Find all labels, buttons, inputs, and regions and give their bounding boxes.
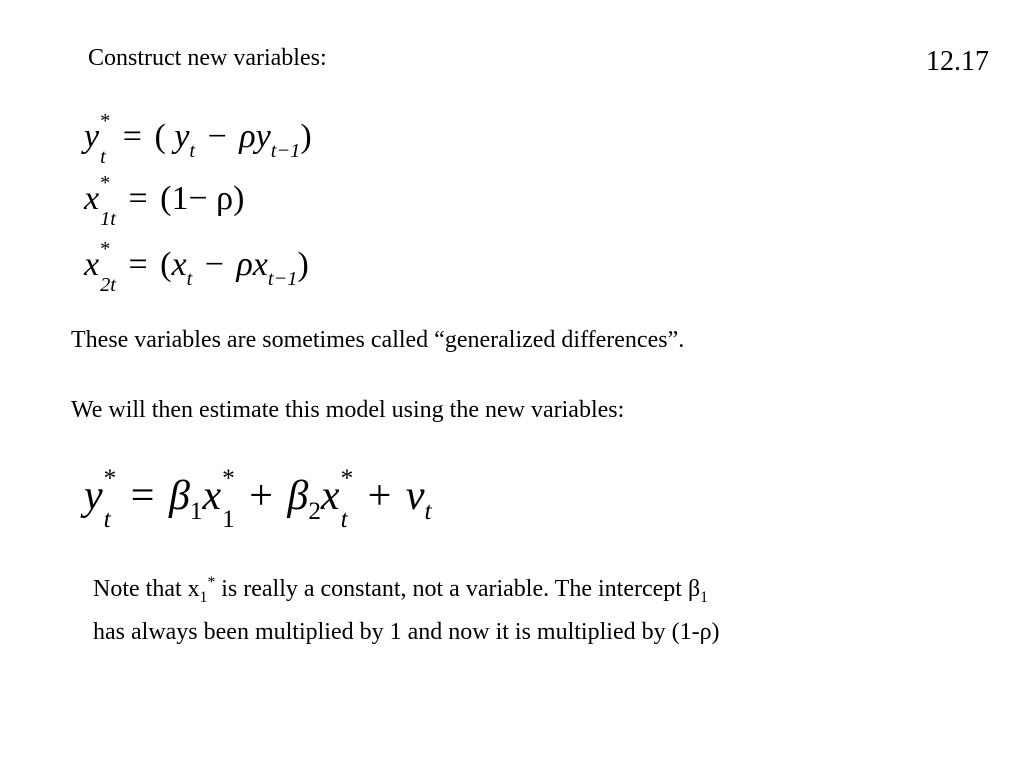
equation-x2-star — [84, 237, 309, 297]
eq3-close-paren: ) — [297, 246, 309, 283]
eq4-v-sub: t — [424, 498, 432, 525]
eq1-close-paren: ) — [300, 118, 312, 155]
eq3-lhs-sub: 2t — [100, 274, 116, 297]
note-x-sup: * — [207, 574, 216, 591]
eq4-x1-sub — [222, 507, 235, 532]
eq2-lhs-sub: 1t — [100, 208, 116, 231]
note-paragraph — [93, 566, 720, 649]
eq3-rho: ρ — [236, 246, 253, 283]
equation-transformed-model — [84, 465, 432, 534]
eq3-term-b-sub: t−1 — [267, 268, 298, 290]
slide-heading: Construct new variables: — [88, 45, 327, 71]
eq4-x2-scripts — [340, 465, 354, 534]
eq4-beta1-sub — [190, 498, 203, 525]
eq4-v: v — [405, 473, 425, 519]
eq1-term-b: y — [255, 118, 271, 155]
eq3-minus: − — [204, 246, 224, 283]
eq4-x2: x — [320, 473, 340, 519]
eq1-term-a: y — [174, 118, 190, 155]
eq4-plus-2: + — [367, 473, 392, 519]
note-x-sub: 1 — [199, 588, 208, 606]
eq1-open-paren: ( — [154, 118, 166, 155]
estimate-model-text: We will then estimate this model using the new variables: — [71, 397, 625, 423]
eq2-lhs-scripts — [100, 171, 116, 231]
eq4-beta2-sub — [308, 498, 321, 525]
eq2-lhs-sup: * — [100, 171, 111, 194]
eq4-lhs-symbol: y — [84, 473, 103, 519]
equation-y-star — [84, 109, 312, 169]
eq4-beta2: β — [287, 473, 309, 519]
eq4-beta1-sub-num: 1 — [189, 498, 203, 525]
eq1-term-b-sub: t−1 — [270, 140, 301, 162]
eq4-lhs-sub: t — [103, 506, 111, 534]
eq4-x2-sub: t — [340, 506, 348, 534]
eq3-term-a: x — [171, 246, 187, 283]
eq1-term-a-sub: t — [189, 140, 196, 162]
eq1-lhs-sup: * — [100, 109, 111, 132]
slide-number: 12.17 — [926, 46, 989, 77]
eq1-minus: − — [207, 118, 227, 155]
note-prefix: Note that x — [93, 576, 200, 602]
note-line-1 — [93, 566, 720, 615]
eq4-x1-sub-num: 1 — [222, 506, 235, 534]
generalized-differences-text: These variables are sometimes called “generalized differences”. — [71, 327, 685, 353]
eq3-lhs-sup: * — [100, 237, 111, 260]
eq3-open-paren: ( — [160, 246, 172, 283]
note-middle: is really a constant, not a variable. The intercept β — [215, 576, 701, 602]
eq4-beta2-sub-num: 2 — [308, 498, 321, 525]
eq3-equals: = — [128, 246, 148, 283]
equation-x1-star — [84, 171, 245, 231]
eq1-lhs-sub: t — [100, 146, 106, 169]
eq1-lhs-scripts — [100, 109, 111, 169]
eq3-lhs-scripts — [100, 237, 116, 297]
eq4-x1-sup: * — [222, 465, 235, 493]
eq4-plus-1: + — [249, 473, 273, 519]
eq4-equals: = — [130, 473, 155, 519]
eq3-term-a-sub: t — [186, 268, 193, 290]
eq3-term-b: x — [252, 246, 268, 283]
eq4-lhs-scripts — [103, 465, 117, 534]
eq2-equals: = — [128, 180, 148, 217]
eq4-lhs-sup: * — [103, 465, 117, 493]
eq3-lhs-symbol: x — [84, 246, 100, 283]
eq4-x2-sup: * — [340, 465, 354, 493]
note-beta-sub: 1 — [700, 588, 708, 606]
eq1-equals: = — [122, 118, 142, 155]
eq1-rho: ρ — [239, 118, 256, 155]
eq1-lhs-symbol: y — [84, 118, 100, 155]
eq2-body: (1− ρ) — [160, 180, 245, 217]
eq4-beta1: β — [168, 473, 190, 519]
eq2-lhs-symbol: x — [84, 180, 100, 217]
note-line-2: has always been multiplied by 1 and now it is multiplied by (1-ρ) — [93, 618, 720, 645]
eq4-x1: x — [202, 473, 222, 519]
eq4-x1-scripts — [222, 465, 235, 534]
